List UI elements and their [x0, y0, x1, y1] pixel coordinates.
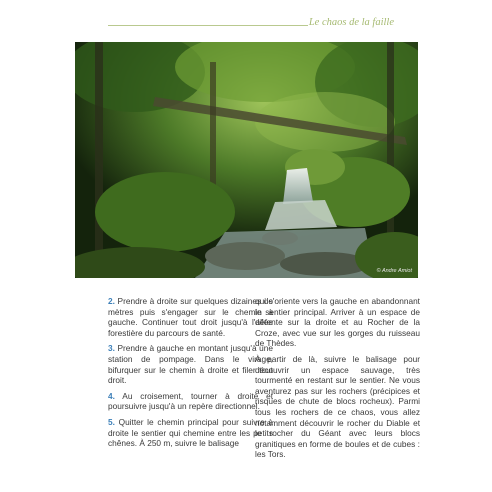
step-number: 4. — [108, 390, 115, 401]
photo-credit: © Andre Amiot — [376, 268, 412, 274]
step-item — [108, 417, 273, 449]
left-column — [108, 296, 273, 454]
step-number: 2. — [108, 296, 115, 306]
step-number: 3. — [108, 343, 115, 354]
paragraph: À partir de là, suivre le balisage pour découvrir un espace sauvage, très tourmenté en restant sur le sentier. Ne vous aventurez pas sur les rochers (précipices et risques de chute de blocs rocheux). Parmi tous les rochers de ce chaos, vous allez notamment découvrir le rocher du Diable et le rocher du Géant avec leurs blocs granitiques en forme de boules et de cubes : les Tors. — [255, 353, 420, 460]
photo-illustration — [75, 42, 418, 278]
step-item — [108, 343, 273, 385]
step-text: Prendre à droite sur quelques dizaines de mètres puis s'engager sur le chemin à gauche. Continuer tout droit jusqu'à l'allée forestière du parcours de santé. — [108, 296, 273, 338]
step-text: Au croisement, tourner à droite et poursuivre jusqu'à un repère directionnel. — [108, 390, 273, 412]
right-column — [255, 296, 420, 465]
running-title: Le chaos de la faille — [308, 17, 394, 28]
step-item — [108, 296, 273, 338]
step-item — [108, 391, 273, 412]
step-text: Quitter le chemin principal pour suivre à droite le sentier qui chemine entre les petits chênes. À 250 m, suivre le balisage — [108, 416, 274, 449]
forest-waterfall-photo — [75, 42, 418, 278]
header-rule — [108, 25, 308, 26]
step-text: Prendre à gauche en montant jusqu'à une station de pompage. Dans le virage, bifurquer sur le chemin à droite et filer tout droit. — [108, 343, 273, 386]
paragraph: qui s'oriente vers la gauche en abandonnant le sentier principal. Arriver à un espace de détente sur la droite et au Rocher de la Croze, avec vue sur les gorges du ruisseau de Thèdes. — [255, 296, 420, 349]
step-number: 5. — [108, 416, 115, 427]
